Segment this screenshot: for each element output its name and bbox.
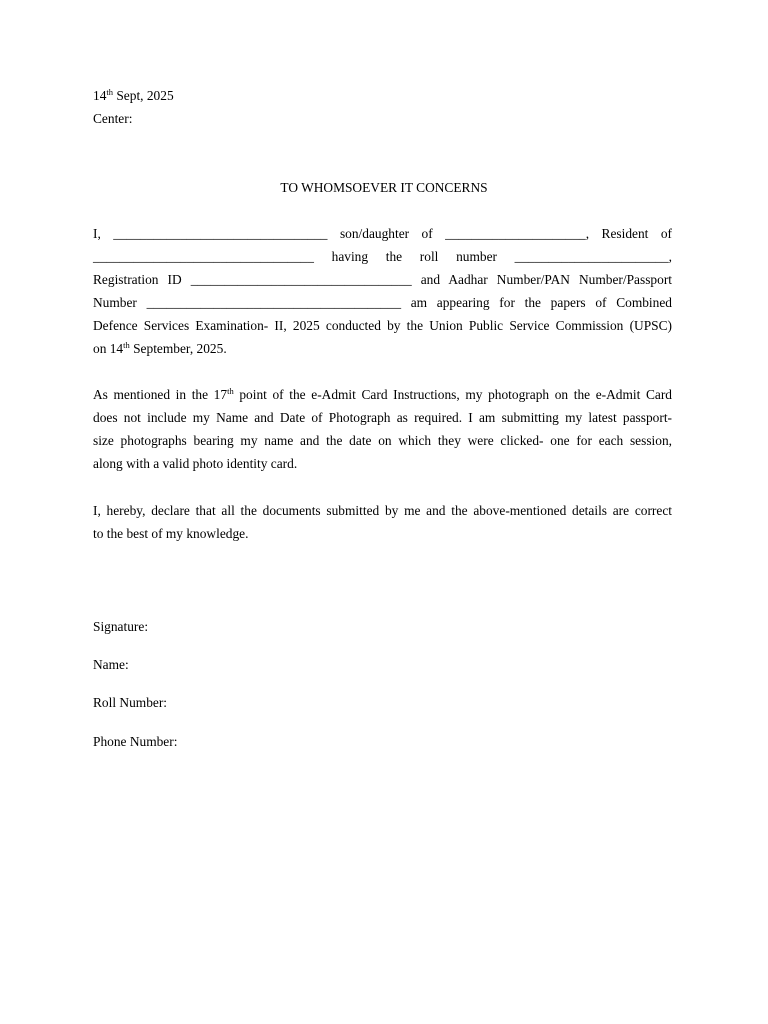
declaration-line-6 xyxy=(93,341,672,364)
declaration-line-4: Number ______________________________________ am appearing for the papers of Combined xyxy=(93,295,672,310)
date-day: 14 xyxy=(93,88,107,103)
affirmation-line-1: I, hereby, declare that all the documents submitted by me and the above-mentioned details are correct xyxy=(93,503,672,518)
instructions-prefix: As mentioned in the 17 xyxy=(93,387,228,402)
instructions-line-3: size photographs bearing my name and the date on which they were clicked- one for each session, xyxy=(93,433,672,448)
affirmation-paragraph xyxy=(93,503,672,549)
affirmation-line-2: to the best of my knowledge. xyxy=(93,526,249,541)
declaration-paragraph xyxy=(93,226,672,364)
instructions-line-1 xyxy=(93,387,672,410)
instructions-rest: point of the e-Admit Card Instructions, my photograph on the e-Admit Card xyxy=(233,387,672,402)
instructions-paragraph xyxy=(93,387,672,479)
declaration-line-3: Registration ID _________________________________ and Aadhar Number/PAN Number/Passport xyxy=(93,272,672,287)
document-title: TO WHOMSOEVER IT CONCERNS xyxy=(280,180,488,195)
declaration-line-5: Defence Services Examination- II, 2025 conducted by the Union Public Service Commission (UPSC) xyxy=(93,318,672,333)
roll-number-label: Roll Number: xyxy=(93,695,168,710)
letter-date xyxy=(93,88,174,104)
instructions-superscript: th xyxy=(227,386,234,396)
name-label: Name: xyxy=(93,657,129,672)
exam-date-rest: September, 2025. xyxy=(129,341,227,356)
exam-date-prefix: on 14 xyxy=(93,341,124,356)
signature-label: Signature: xyxy=(93,619,149,634)
phone-number-label: Phone Number: xyxy=(93,734,178,749)
date-superscript: th xyxy=(106,87,114,97)
center-label: Center: xyxy=(93,111,133,126)
declaration-line-2: _________________________________ having the roll number _______________________, xyxy=(93,249,672,264)
instructions-line-2: does not include my Name and Date of Photograph as required. I am submitting my latest passport- xyxy=(93,410,672,425)
instructions-line-4: along with a valid photo identity card. xyxy=(93,456,298,471)
declaration-line-1: I, ________________________________ son/daughter of _____________________, Resident of xyxy=(93,226,672,241)
date-rest: Sept, 2025 xyxy=(113,88,174,103)
exam-date-superscript: th xyxy=(123,340,130,350)
